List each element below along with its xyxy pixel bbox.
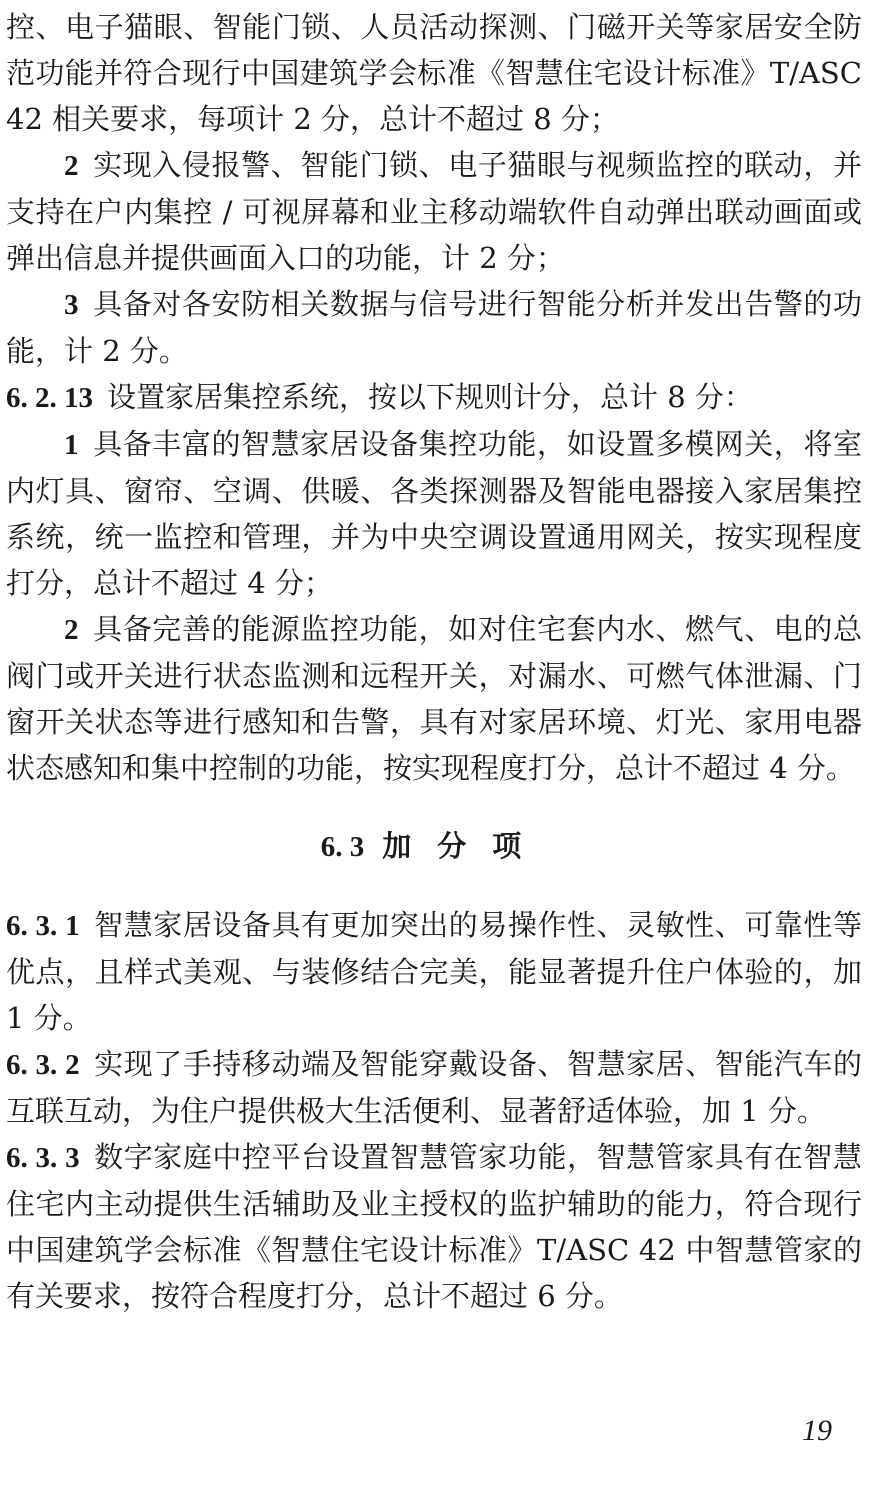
clause-text: 数字家庭中控平台设置智慧管家功能，智慧管家具有在智慧住宅内主动提供生活辅助及业主授权的监护辅助的能力，符合现行中国建筑学会标准《智慧住宅设计标准》T/ASC 42 中智慧管家的有关要求，按符合程度打分，总计不超过 6 分。: [6, 1140, 862, 1313]
clause-6-2-12-item-3: [6, 281, 862, 374]
item-text: 实现入侵报警、智能门锁、电子猫眼与视频监控的联动，并支持在户内集控 / 可视屏幕和业主移动端软件自动弹出联动画面或弹出信息并提供画面入口的功能，计 2 分；: [6, 148, 862, 275]
document-page: [6, 4, 862, 1319]
section-title: 加分项: [382, 829, 548, 863]
item-text: 具备对各安防相关数据与信号进行智能分析并发出告警的功能，计 2 分。: [6, 287, 862, 368]
section-heading: [6, 823, 862, 870]
clause-6-2-13-item-1: [6, 421, 862, 606]
clause-text: 设置家居集控系统，按以下规则计分，总计 8 分：: [107, 380, 753, 414]
clause-number: 6. 3. 1: [6, 910, 80, 942]
page-number: 19: [802, 1414, 832, 1447]
clause-number: 6. 3. 2: [6, 1049, 80, 1081]
section-number: 6. 3: [320, 831, 365, 863]
clause-6-2-13: [6, 374, 862, 421]
clause-number: 6. 3. 3: [6, 1142, 80, 1174]
paragraph-continued: [6, 4, 862, 142]
clause-text: 实现了手持移动端及智能穿戴设备、智慧家居、智能汽车的互联互动，为住户提供极大生活便利、显著舒适体验，加 1 分。: [6, 1047, 862, 1128]
clause-6-3-2: [6, 1041, 862, 1134]
paragraph-text: 控、电子猫眼、智能门锁、人员活动探测、门磁开关等家居安全防范功能并符合现行中国建筑学会标准《智慧住宅设计标准》T/ASC 42 相关要求，每项计 2 分，总计不超过 8 分；: [6, 10, 862, 136]
item-number: 1: [64, 429, 79, 461]
clause-number: 6. 2. 13: [6, 382, 93, 414]
item-number: 2: [64, 150, 79, 182]
clause-text: 智慧家居设备具有更加突出的易操作性、灵敏性、可靠性等优点，且样式美观、与装修结合完美，能显著提升住户体验的，加 1 分。: [6, 908, 862, 1035]
item-number: 3: [64, 289, 79, 321]
clause-6-3-1: [6, 902, 862, 1041]
clause-6-3-3: [6, 1134, 862, 1319]
item-text: 具备完善的能源监控功能，如对住宅套内水、燃气、电的总阀门或开关进行状态监测和远程开关，对漏水、可燃气体泄漏、门窗开关状态等进行感知和告警，具有对家居环境、灯光、家用电器状态感知和集中控制的功能，按实现程度打分，总计不超过 4 分。: [6, 612, 862, 785]
item-number: 2: [64, 614, 79, 646]
item-text: 具备丰富的智慧家居设备集控功能，如设置多模网关，将室内灯具、窗帘、空调、供暖、各类探测器及智能电器接入家居集控系统，统一监控和管理，并为中央空调设置通用网关，按实现程度打分，总计不超过 4 分；: [6, 427, 862, 600]
clause-6-2-12-item-2: [6, 142, 862, 281]
clause-6-2-13-item-2: [6, 606, 862, 791]
